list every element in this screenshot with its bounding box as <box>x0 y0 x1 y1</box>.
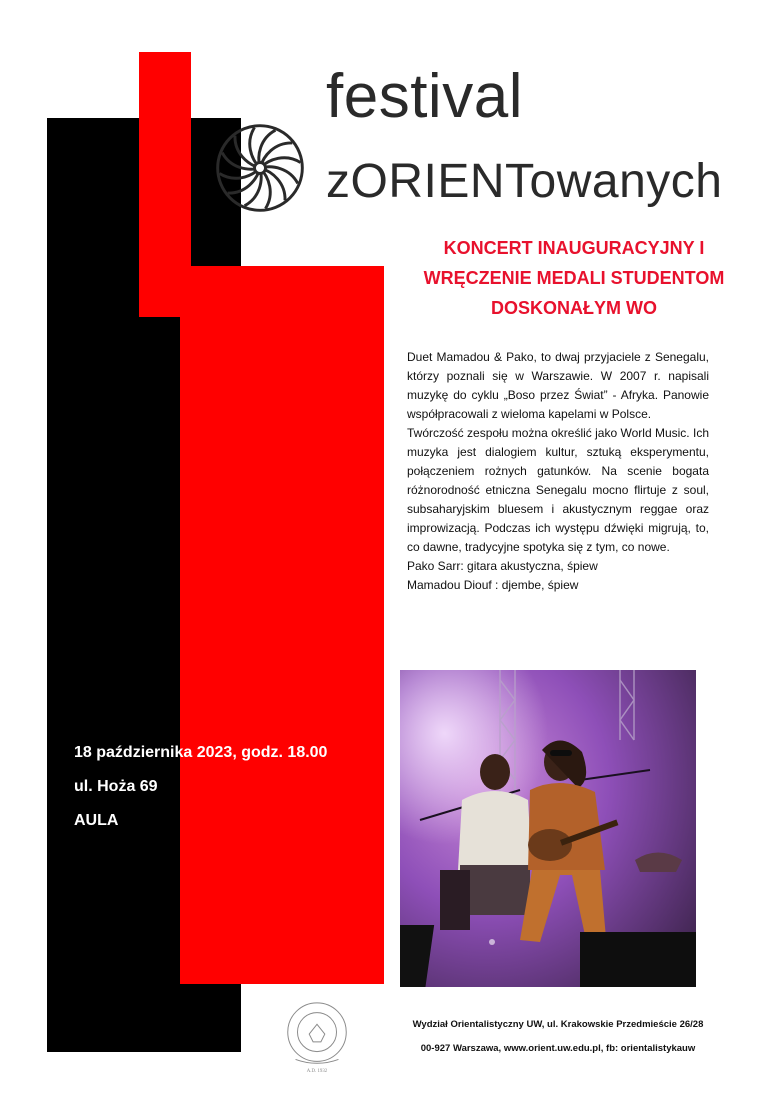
festival-title-word: festival <box>326 62 523 131</box>
event-address: ul. Hoża 69 <box>74 778 158 795</box>
red-decorative-bar-main <box>180 266 384 984</box>
festival-spiral-logo <box>214 122 306 214</box>
concert-photo <box>400 670 696 987</box>
headline-line-3: DOSKONAŁYM WO <box>491 298 657 318</box>
footer-address-line: Wydział Orientalistyczny UW, ul. Krakowskie Przedmieście 26/28 <box>412 1019 704 1030</box>
footer-contact <box>408 1013 708 1061</box>
headline-line-2: WRĘCZENIE MEDALI STUDENTOM <box>423 268 725 288</box>
festival-title-name: zORIENTowanych <box>326 155 723 208</box>
headline-line-1: KONCERT INAUGURACYJNY I <box>443 238 705 258</box>
event-details <box>74 742 327 844</box>
performer-pako: Pako Sarr: gitara akustyczna, śpiew <box>407 559 598 573</box>
concert-headline <box>385 233 763 323</box>
description-paragraph-1: Duet Mamadou & Pako, to dwaj przyjaciele z Senegalu, którzy poznali się w Warszawie. W 2007 r. napisali muzykę do cyklu „Boso przez Świat” - Afryka. Panowie współpracowali z wieloma kapelami w Polsce. <box>407 350 709 421</box>
performer-mamadou: Mamadou Diouf : djembe, śpiew <box>407 578 579 592</box>
svg-text:A.D. 1932: A.D. 1932 <box>306 1069 328 1075</box>
description-paragraph-2: Twórczość zespołu można określić jako World Music. Ich muzyka jest dialogiem kultur, sztuką eksperymentu, połączeniem rożnych gatunków. Na scenie bogata różnorodność etniczna Senegalu mocno flirtuje z soul, subsaharyjskim bluesem i akustycznym reggae oraz improwizacją. Podczas ich występu dźwięki migrują, to, co dawne, tradycyjne spotyka się z tym, co nowe. <box>407 426 709 554</box>
footer-web-line: 00-927 Warszawa, www.orient.uw.edu.pl, fb: orientalistykauw <box>420 1043 696 1054</box>
concert-description <box>407 348 709 595</box>
faculty-seal-logo <box>278 997 356 1075</box>
event-room: AULA <box>74 812 119 829</box>
event-date: 18 października 2023, godz. 18.00 <box>74 744 328 761</box>
